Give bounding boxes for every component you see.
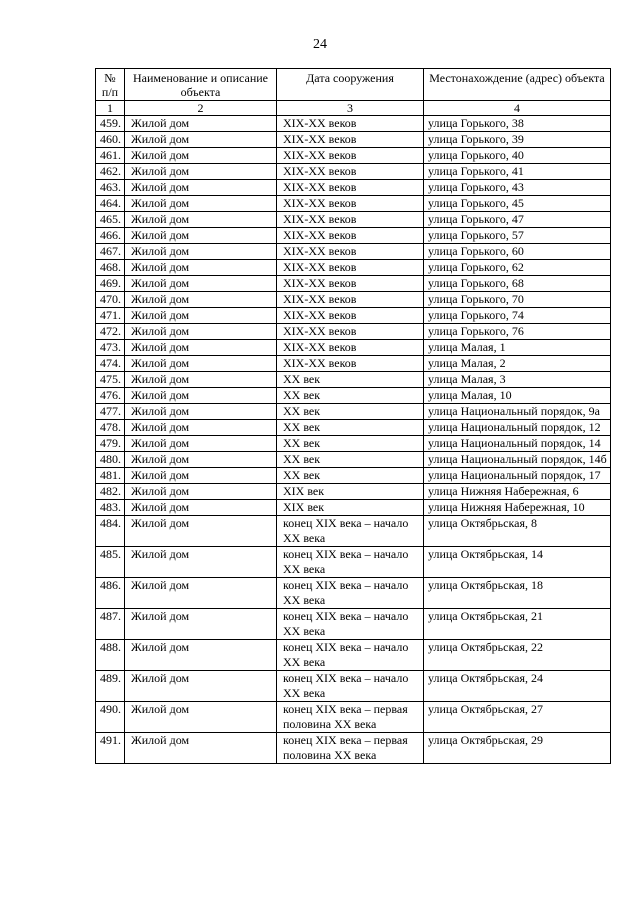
row-number: 483. xyxy=(96,500,125,516)
object-name: Жилой дом xyxy=(125,164,277,180)
row-number: 468. xyxy=(96,260,125,276)
row-number: 472. xyxy=(96,324,125,340)
object-address: улица Горького, 39 xyxy=(424,132,611,148)
construction-date: конец XIX века – начало XX века xyxy=(277,671,424,702)
object-address: улица Горького, 60 xyxy=(424,244,611,260)
header-address: Местонахождение (адрес) объекта xyxy=(424,69,611,101)
object-name: Жилой дом xyxy=(125,516,277,547)
object-address: улица Горького, 47 xyxy=(424,212,611,228)
object-name: Жилой дом xyxy=(125,578,277,609)
object-address: улица Октябрьская, 24 xyxy=(424,671,611,702)
row-number: 488. xyxy=(96,640,125,671)
object-name: Жилой дом xyxy=(125,260,277,276)
construction-date: XX век xyxy=(277,420,424,436)
construction-date: XX век xyxy=(277,452,424,468)
object-address: улица Горького, 43 xyxy=(424,180,611,196)
object-address: улица Горького, 68 xyxy=(424,276,611,292)
table-row xyxy=(96,212,611,228)
row-number: 475. xyxy=(96,372,125,388)
object-name: Жилой дом xyxy=(125,292,277,308)
column-index: 2 xyxy=(125,101,277,116)
table-row xyxy=(96,308,611,324)
row-number: 478. xyxy=(96,420,125,436)
object-name: Жилой дом xyxy=(125,468,277,484)
object-address: улица Малая, 10 xyxy=(424,388,611,404)
construction-date: XIX-XX веков xyxy=(277,260,424,276)
table-row xyxy=(96,148,611,164)
object-name: Жилой дом xyxy=(125,180,277,196)
construction-date: XIX-XX веков xyxy=(277,276,424,292)
table-row xyxy=(96,733,611,764)
column-index: 4 xyxy=(424,101,611,116)
object-name: Жилой дом xyxy=(125,132,277,148)
object-name: Жилой дом xyxy=(125,484,277,500)
object-address: улица Октябрьская, 27 xyxy=(424,702,611,733)
object-name: Жилой дом xyxy=(125,547,277,578)
row-number: 467. xyxy=(96,244,125,260)
construction-date: конец XIX века – начало XX века xyxy=(277,609,424,640)
construction-date: XIX-XX веков xyxy=(277,324,424,340)
object-address: улица Горького, 62 xyxy=(424,260,611,276)
row-number: 464. xyxy=(96,196,125,212)
row-number: 479. xyxy=(96,436,125,452)
construction-date: конец XIX века – первая половина XX века xyxy=(277,733,424,764)
object-address: улица Горького, 41 xyxy=(424,164,611,180)
table-row xyxy=(96,292,611,308)
table-row xyxy=(96,578,611,609)
table-header-row xyxy=(96,69,611,101)
table-row xyxy=(96,452,611,468)
construction-date: конец XIX века – начало XX века xyxy=(277,516,424,547)
table-row xyxy=(96,228,611,244)
page-number: 24 xyxy=(313,37,327,52)
object-name: Жилой дом xyxy=(125,228,277,244)
table-row xyxy=(96,324,611,340)
object-name: Жилой дом xyxy=(125,212,277,228)
row-number: 482. xyxy=(96,484,125,500)
row-number: 469. xyxy=(96,276,125,292)
table-row xyxy=(96,164,611,180)
construction-date: XIX-XX веков xyxy=(277,116,424,132)
object-address: улица Малая, 2 xyxy=(424,356,611,372)
table-row xyxy=(96,388,611,404)
table-row xyxy=(96,244,611,260)
row-number: 470. xyxy=(96,292,125,308)
row-number: 471. xyxy=(96,308,125,324)
table-row xyxy=(96,132,611,148)
table-row xyxy=(96,420,611,436)
object-address: улица Октябрьская, 21 xyxy=(424,609,611,640)
construction-date: конец XIX века – первая половина XX века xyxy=(277,702,424,733)
object-address: улица Горького, 76 xyxy=(424,324,611,340)
table-row xyxy=(96,372,611,388)
table-row xyxy=(96,702,611,733)
object-name: Жилой дом xyxy=(125,340,277,356)
object-address: улица Горького, 45 xyxy=(424,196,611,212)
row-number: 485. xyxy=(96,547,125,578)
row-number: 489. xyxy=(96,671,125,702)
table-row xyxy=(96,180,611,196)
row-number: 474. xyxy=(96,356,125,372)
row-number: 484. xyxy=(96,516,125,547)
table-row xyxy=(96,116,611,132)
table-row xyxy=(96,609,611,640)
object-name: Жилой дом xyxy=(125,500,277,516)
object-address: улица Малая, 1 xyxy=(424,340,611,356)
construction-date: XX век xyxy=(277,372,424,388)
construction-date: XIX-XX веков xyxy=(277,164,424,180)
object-name: Жилой дом xyxy=(125,404,277,420)
construction-date: конец XIX века – начало XX века xyxy=(277,640,424,671)
construction-date: XIX-XX веков xyxy=(277,148,424,164)
object-address: улица Национальный порядок, 14б xyxy=(424,452,611,468)
object-name: Жилой дом xyxy=(125,671,277,702)
row-number: 462. xyxy=(96,164,125,180)
table-row xyxy=(96,516,611,547)
object-name: Жилой дом xyxy=(125,148,277,164)
object-address: улица Горького, 70 xyxy=(424,292,611,308)
construction-date: XIX-XX веков xyxy=(277,180,424,196)
construction-date: XIX-XX веков xyxy=(277,212,424,228)
object-name: Жилой дом xyxy=(125,244,277,260)
table-row xyxy=(96,276,611,292)
object-address: улица Национальный порядок, 17 xyxy=(424,468,611,484)
object-name: Жилой дом xyxy=(125,609,277,640)
construction-date: XIX-XX веков xyxy=(277,132,424,148)
row-number: 491. xyxy=(96,733,125,764)
construction-date: XX век xyxy=(277,436,424,452)
object-address: улица Нижняя Набережная, 6 xyxy=(424,484,611,500)
object-address: улица Октябрьская, 18 xyxy=(424,578,611,609)
row-number: 459. xyxy=(96,116,125,132)
row-number: 465. xyxy=(96,212,125,228)
table-row xyxy=(96,500,611,516)
object-name: Жилой дом xyxy=(125,308,277,324)
object-name: Жилой дом xyxy=(125,356,277,372)
header-number: № п/п xyxy=(96,69,125,101)
table-row xyxy=(96,671,611,702)
row-number: 486. xyxy=(96,578,125,609)
column-index-row xyxy=(96,101,611,116)
construction-date: XX век xyxy=(277,388,424,404)
table-row xyxy=(96,640,611,671)
table-row xyxy=(96,356,611,372)
table-row xyxy=(96,468,611,484)
object-name: Жилой дом xyxy=(125,733,277,764)
construction-date: конец XIX века – начало XX века xyxy=(277,578,424,609)
construction-date: XIX-XX веков xyxy=(277,356,424,372)
object-address: улица Горького, 57 xyxy=(424,228,611,244)
table-row xyxy=(96,340,611,356)
row-number: 481. xyxy=(96,468,125,484)
table-row xyxy=(96,196,611,212)
row-number: 477. xyxy=(96,404,125,420)
header-date: Дата сооружения xyxy=(277,69,424,101)
row-number: 463. xyxy=(96,180,125,196)
table-row xyxy=(96,436,611,452)
row-number: 487. xyxy=(96,609,125,640)
construction-date: XX век xyxy=(277,404,424,420)
object-name: Жилой дом xyxy=(125,116,277,132)
row-number: 466. xyxy=(96,228,125,244)
construction-date: XIX-XX веков xyxy=(277,308,424,324)
object-address: улица Горького, 38 xyxy=(424,116,611,132)
object-address: улица Малая, 3 xyxy=(424,372,611,388)
object-name: Жилой дом xyxy=(125,276,277,292)
row-number: 476. xyxy=(96,388,125,404)
object-name: Жилой дом xyxy=(125,388,277,404)
row-number: 490. xyxy=(96,702,125,733)
construction-date: XIX-XX веков xyxy=(277,292,424,308)
construction-date: XIX-XX веков xyxy=(277,340,424,356)
object-name: Жилой дом xyxy=(125,452,277,468)
object-address: улица Национальный порядок, 12 xyxy=(424,420,611,436)
construction-date: XIX-XX веков xyxy=(277,244,424,260)
object-name: Жилой дом xyxy=(125,702,277,733)
construction-date: XIX-XX веков xyxy=(277,196,424,212)
object-name: Жилой дом xyxy=(125,436,277,452)
object-address: улица Горького, 40 xyxy=(424,148,611,164)
construction-date: XIX-XX веков xyxy=(277,228,424,244)
table-row xyxy=(96,484,611,500)
object-name: Жилой дом xyxy=(125,196,277,212)
object-address: улица Октябрьская, 8 xyxy=(424,516,611,547)
table-row xyxy=(96,404,611,420)
table-row xyxy=(96,547,611,578)
row-number: 480. xyxy=(96,452,125,468)
construction-date: конец XIX века – начало XX века xyxy=(277,547,424,578)
object-name: Жилой дом xyxy=(125,420,277,436)
monuments-table xyxy=(95,68,611,764)
object-name: Жилой дом xyxy=(125,372,277,388)
object-address: улица Нижняя Набережная, 10 xyxy=(424,500,611,516)
construction-date: XX век xyxy=(277,468,424,484)
object-name: Жилой дом xyxy=(125,324,277,340)
object-address: улица Национальный порядок, 9а xyxy=(424,404,611,420)
object-address: улица Октябрьская, 29 xyxy=(424,733,611,764)
row-number: 461. xyxy=(96,148,125,164)
row-number: 460. xyxy=(96,132,125,148)
construction-date: XIX век xyxy=(277,484,424,500)
object-address: улица Национальный порядок, 14 xyxy=(424,436,611,452)
row-number: 473. xyxy=(96,340,125,356)
column-index: 1 xyxy=(96,101,125,116)
object-name: Жилой дом xyxy=(125,640,277,671)
table-row xyxy=(96,260,611,276)
header-name: Наименование и описание объекта xyxy=(125,69,277,101)
object-address: улица Октябрьская, 14 xyxy=(424,547,611,578)
object-address: улица Горького, 74 xyxy=(424,308,611,324)
construction-date: XIX век xyxy=(277,500,424,516)
column-index: 3 xyxy=(277,101,424,116)
object-address: улица Октябрьская, 22 xyxy=(424,640,611,671)
